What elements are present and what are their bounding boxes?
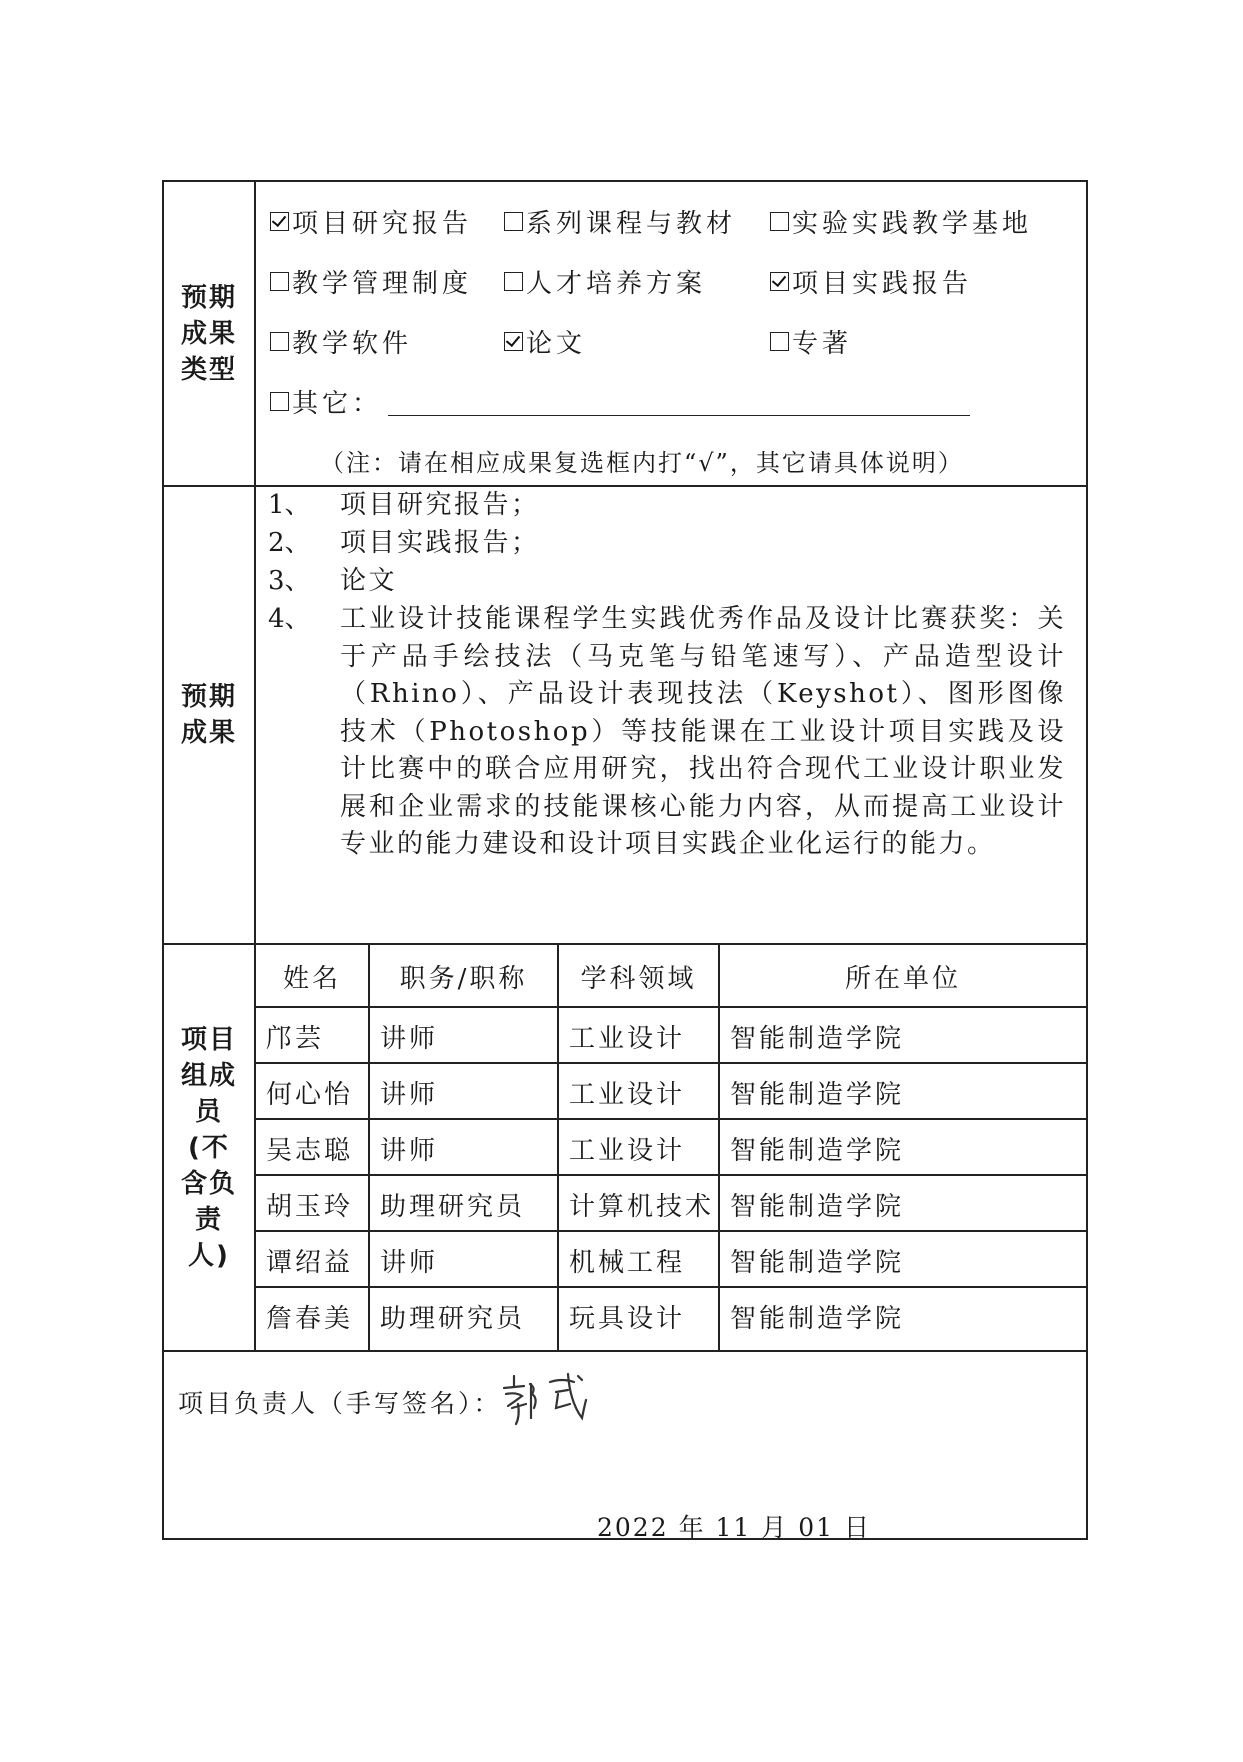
outcome-item-number: 2、 (268, 528, 311, 558)
outcome-item-number: 3、 (268, 566, 311, 596)
outcome-option-label: 论文 (526, 329, 587, 359)
outcome-option-label: 教学管理制度 (292, 269, 473, 299)
outcome-option[interactable] (270, 263, 472, 300)
outcome-option[interactable] (270, 203, 472, 240)
member-table-header: 学科领域 (580, 963, 697, 994)
member-table-cell: 詹春美 (266, 1303, 354, 1334)
member-table-header: 所在单位 (844, 963, 961, 994)
member-table-cell: 智能制造学院 (730, 1079, 905, 1110)
outcome-option-label: 教学软件 (292, 329, 413, 359)
member-table-cell: 智能制造学院 (730, 1023, 905, 1054)
member-table-cell: 工业设计 (569, 1079, 686, 1110)
outcome-option[interactable] (770, 323, 852, 360)
outcome-types-note: （注：请在相应成果复选框内打“√”，其它请具体说明） (320, 449, 964, 477)
handwritten-signature (500, 1372, 590, 1442)
outcome-option-label: 实验实践教学基地 (792, 209, 1033, 239)
checkbox[interactable] (270, 272, 289, 291)
signature-label: 项目负责人（手写签名）： (178, 1389, 502, 1418)
checked-checkbox[interactable] (504, 332, 523, 351)
outcomes-label: 预期成果 (180, 682, 237, 748)
other-fill-line[interactable] (388, 415, 970, 416)
outcome-option[interactable] (504, 323, 586, 360)
member-table-header: 姓名 (282, 963, 341, 994)
divider-members (162, 1350, 1088, 1352)
member-table-cell: 工业设计 (569, 1023, 686, 1054)
member-table-cell: 何心怡 (266, 1079, 354, 1110)
member-column-divider (368, 943, 370, 1350)
outcome-item-number: 4、 (268, 604, 311, 634)
member-table-cell: 邝芸 (266, 1023, 325, 1054)
outcome-item-text: 工业设计技能课程学生实践优秀作品及设计比赛获奖：关于产品手绘技法（马克笔与铅笔速写）、产品造型设计（Rhino）、产品设计表现技法（Keyshot）、图形图像技术（Photoshop）等技能课在工业设计项目实践及设计比赛中的联合应用研究，找出符合现代工业设计职业发展和企业需求的技能课核心能力内容，从而提高工业设计专业的能力建设和设计项目实践企业化运行的能力。 (340, 604, 1066, 859)
member-table-cell: 玩具设计 (569, 1303, 686, 1334)
divider-outcomes (162, 943, 1088, 945)
checked-checkbox[interactable] (770, 272, 789, 291)
outcome-option[interactable] (270, 323, 412, 360)
checkbox[interactable] (504, 212, 523, 231)
signature-date: 2022 年 11 月 01 日 (597, 1513, 871, 1542)
member-table-cell: 智能制造学院 (730, 1303, 905, 1334)
member-table-cell: 计算机技术 (569, 1191, 715, 1222)
outcome-item-number: 1、 (268, 490, 311, 520)
member-table-cell: 助理研究员 (380, 1191, 526, 1222)
outcome-option-label: 项目研究报告 (292, 209, 473, 239)
member-table-cell: 讲师 (380, 1023, 439, 1054)
member-table-cell: 讲师 (380, 1247, 439, 1278)
outcome-option-label: 项目实践报告 (792, 269, 973, 299)
member-table-cell: 吴志聪 (266, 1135, 354, 1166)
outcome-option[interactable] (504, 203, 736, 240)
member-column-divider (557, 943, 559, 1350)
member-table-cell: 机械工程 (569, 1247, 686, 1278)
checkbox[interactable] (770, 212, 789, 231)
member-table-cell: 讲师 (380, 1079, 439, 1110)
outcome-option-label: 系列课程与教材 (526, 209, 737, 239)
outcome-option-label: 专著 (792, 329, 853, 359)
other-checkbox[interactable] (270, 392, 289, 411)
member-table-cell: 谭绍益 (266, 1247, 354, 1278)
member-table-cell: 工业设计 (569, 1135, 686, 1166)
other-label: 其它： (292, 389, 383, 419)
outcome-option-label: 人才培养方案 (526, 269, 707, 299)
outcome-item-text: 项目研究报告； (340, 490, 540, 520)
member-table-cell: 智能制造学院 (730, 1135, 905, 1166)
checkbox[interactable] (770, 332, 789, 351)
outcome-option[interactable] (770, 203, 1032, 240)
outcome-option[interactable] (770, 263, 972, 300)
member-table-cell: 智能制造学院 (730, 1191, 905, 1222)
member-table-header: 职务/职称 (399, 963, 528, 994)
checkbox[interactable] (504, 272, 523, 291)
member-table-cell: 胡玉玲 (266, 1191, 354, 1222)
members-label: 项目组成员(不含负责人) (180, 1024, 237, 1271)
outcome-item-text: 项目实践报告； (340, 528, 540, 558)
member-column-divider (718, 943, 720, 1350)
member-table-cell: 助理研究员 (380, 1303, 526, 1334)
outcome-option-other[interactable] (270, 383, 382, 420)
outcome-item-text: 论文 (340, 566, 398, 596)
outcome-option[interactable] (504, 263, 706, 300)
checked-checkbox[interactable] (270, 212, 289, 231)
member-table-cell: 智能制造学院 (730, 1247, 905, 1278)
member-table-cell: 讲师 (380, 1135, 439, 1166)
outcome-types-label: 预期成果类型 (180, 282, 237, 385)
checkbox[interactable] (270, 332, 289, 351)
